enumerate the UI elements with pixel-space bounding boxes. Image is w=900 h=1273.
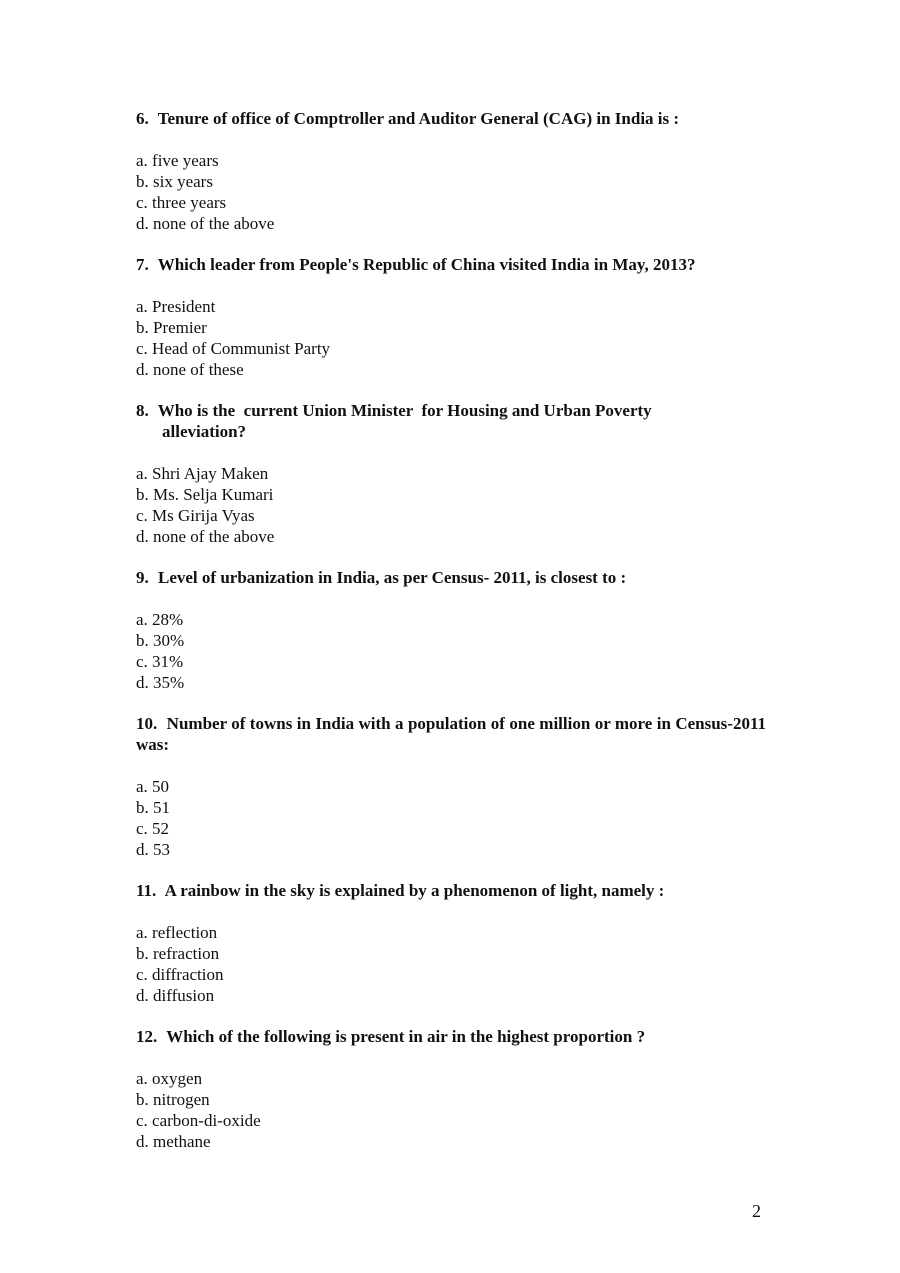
option-c: c. 52 bbox=[136, 819, 170, 838]
option-c: c. Head of Communist Party bbox=[136, 339, 331, 358]
option-b: b. Premier bbox=[136, 318, 207, 337]
question-11 bbox=[136, 880, 766, 1006]
option-a: a. 28% bbox=[136, 610, 184, 629]
question-10-number: 10. bbox=[136, 714, 158, 733]
option-b: b. 30% bbox=[136, 631, 185, 650]
option-a: a. President bbox=[136, 297, 216, 316]
question-10-options bbox=[136, 776, 766, 860]
option-d: d. 53 bbox=[136, 840, 170, 859]
question-10-text bbox=[136, 713, 766, 755]
option-c: c. 31% bbox=[136, 652, 184, 671]
question-8 bbox=[136, 400, 766, 547]
option-d: d. none of the above bbox=[136, 527, 275, 546]
option-b: b. refraction bbox=[136, 944, 220, 963]
question-12 bbox=[136, 1026, 766, 1152]
question-9-options bbox=[136, 609, 766, 693]
question-6-options bbox=[136, 150, 766, 234]
question-12-number: 12. bbox=[136, 1027, 158, 1046]
option-c: c. diffraction bbox=[136, 965, 224, 984]
question-6-text bbox=[136, 108, 766, 129]
option-d: d. methane bbox=[136, 1132, 211, 1151]
question-6-number: 6. bbox=[136, 109, 149, 128]
option-d: d. 35% bbox=[136, 673, 185, 692]
question-11-options bbox=[136, 922, 766, 1006]
question-9-text bbox=[136, 567, 766, 588]
option-a: a. five years bbox=[136, 151, 219, 170]
question-11-number: 11. bbox=[136, 881, 157, 900]
option-a: a. 50 bbox=[136, 777, 170, 796]
option-b: b. nitrogen bbox=[136, 1090, 210, 1109]
question-7-number: 7. bbox=[136, 255, 149, 274]
question-8-stem-line1: Who is the current Union Minister for Housing and Urban Poverty bbox=[157, 401, 652, 420]
option-c: c. carbon-di-oxide bbox=[136, 1111, 261, 1130]
question-9-stem: Level of urbanization in India, as per Census- 2011, is closest to : bbox=[158, 568, 627, 587]
option-a: a. reflection bbox=[136, 923, 218, 942]
question-10-stem: Number of towns in India with a population of one million or more in Census-2011 was: bbox=[136, 714, 767, 754]
option-a: a. Shri Ajay Maken bbox=[136, 464, 269, 483]
question-9 bbox=[136, 567, 766, 693]
option-c: c. three years bbox=[136, 193, 227, 212]
question-7-text bbox=[136, 254, 766, 275]
option-b: b. 51 bbox=[136, 798, 170, 817]
option-b: b. Ms. Selja Kumari bbox=[136, 485, 274, 504]
option-b: b. six years bbox=[136, 172, 213, 191]
option-c: c. Ms Girija Vyas bbox=[136, 506, 255, 525]
page-number: 2 bbox=[752, 1201, 761, 1221]
option-a: a. oxygen bbox=[136, 1069, 203, 1088]
question-9-number: 9. bbox=[136, 568, 149, 587]
question-10 bbox=[136, 713, 766, 860]
option-d: d. none of the above bbox=[136, 214, 275, 233]
question-8-number: 8. bbox=[136, 401, 149, 420]
question-11-stem: A rainbow in the sky is explained by a phenomenon of light, namely : bbox=[164, 881, 665, 900]
question-8-options bbox=[136, 463, 766, 547]
option-d: d. none of these bbox=[136, 360, 244, 379]
question-12-text bbox=[136, 1026, 766, 1047]
question-12-stem: Which of the following is present in air in the highest proportion ? bbox=[166, 1027, 646, 1046]
question-6 bbox=[136, 108, 766, 234]
question-7-options bbox=[136, 296, 766, 380]
question-7-stem: Which leader from People's Republic of China visited India in May, 2013? bbox=[157, 255, 696, 274]
question-12-options bbox=[136, 1068, 766, 1152]
option-d: d. diffusion bbox=[136, 986, 215, 1005]
question-7 bbox=[136, 254, 766, 380]
question-11-text bbox=[136, 880, 766, 901]
question-6-stem: Tenure of office of Comptroller and Auditor General (CAG) in India is : bbox=[157, 109, 680, 128]
question-8-text bbox=[136, 400, 766, 442]
question-8-stem-line2: alleviation? bbox=[162, 422, 247, 441]
